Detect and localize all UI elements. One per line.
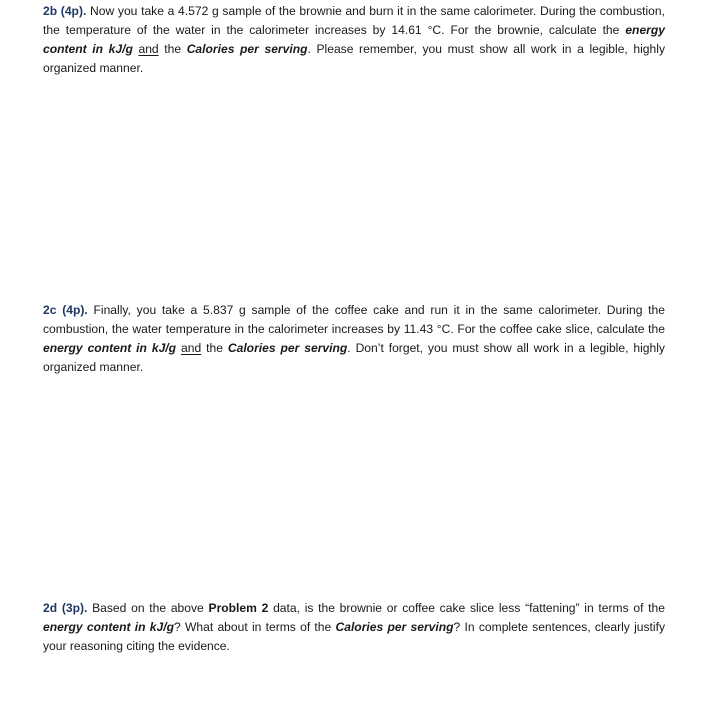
problem-2d-text-2: data, is the brownie or coffee cake slice less “fattening” in terms of the — [268, 601, 665, 615]
problem-2d-energy-term: energy content in kJ/g — [43, 620, 175, 634]
problem-2c-label: 2c (4p). — [43, 303, 88, 317]
problem-2c — [43, 301, 665, 377]
problem-2d — [43, 599, 665, 656]
problem-2d-problem-ref: Problem 2 — [208, 601, 269, 615]
problem-2b-text-2: . Please remember, you must show all work in a legible, highly organized manner. — [43, 42, 665, 75]
problem-2b-and: and — [138, 42, 159, 56]
problem-2d-text-4: ? In complete sentences, clearly justify your reasoning citing the evidence. — [43, 620, 665, 653]
problem-2d-text-1: Based on the above — [87, 601, 209, 615]
problem-2b-energy-term: energy content in kJ/g — [43, 23, 665, 56]
problem-2b-calories-term: Calories per serving — [186, 42, 308, 56]
problem-2d-calories-term: Calories per serving — [335, 620, 454, 634]
problem-2b — [43, 2, 665, 78]
problem-2c-text-1: Finally, you take a 5.837 g sample of the coffee cake and run it in the same calorimeter. During the combustion, the water temperature in the calorimeter increases by 11.43 °C. For the coffee cake slice, calculate the — [43, 303, 665, 336]
problem-2c-the: the — [201, 341, 228, 355]
problem-2b-the: the — [158, 42, 187, 56]
problem-2c-energy-term: energy content in kJ/g — [43, 341, 177, 355]
problem-2c-and: and — [181, 341, 202, 355]
problem-2c-text-2: . Don’t forget, you must show all work in a legible, highly organized manner. — [43, 341, 665, 374]
problem-2b-text-1: Now you take a 4.572 g sample of the brownie and burn it in the same calorimeter. During the combustion, the temperature of the water in the calorimeter increases by 14.61 °C. For the brownie, calculate the — [43, 4, 665, 37]
problem-2b-label: 2b (4p). — [43, 4, 87, 18]
problem-2d-text-3: ? What about in terms of the — [174, 620, 336, 634]
problem-2d-label: 2d (3p). — [43, 601, 88, 615]
problem-2c-calories-term: Calories per serving — [227, 341, 348, 355]
